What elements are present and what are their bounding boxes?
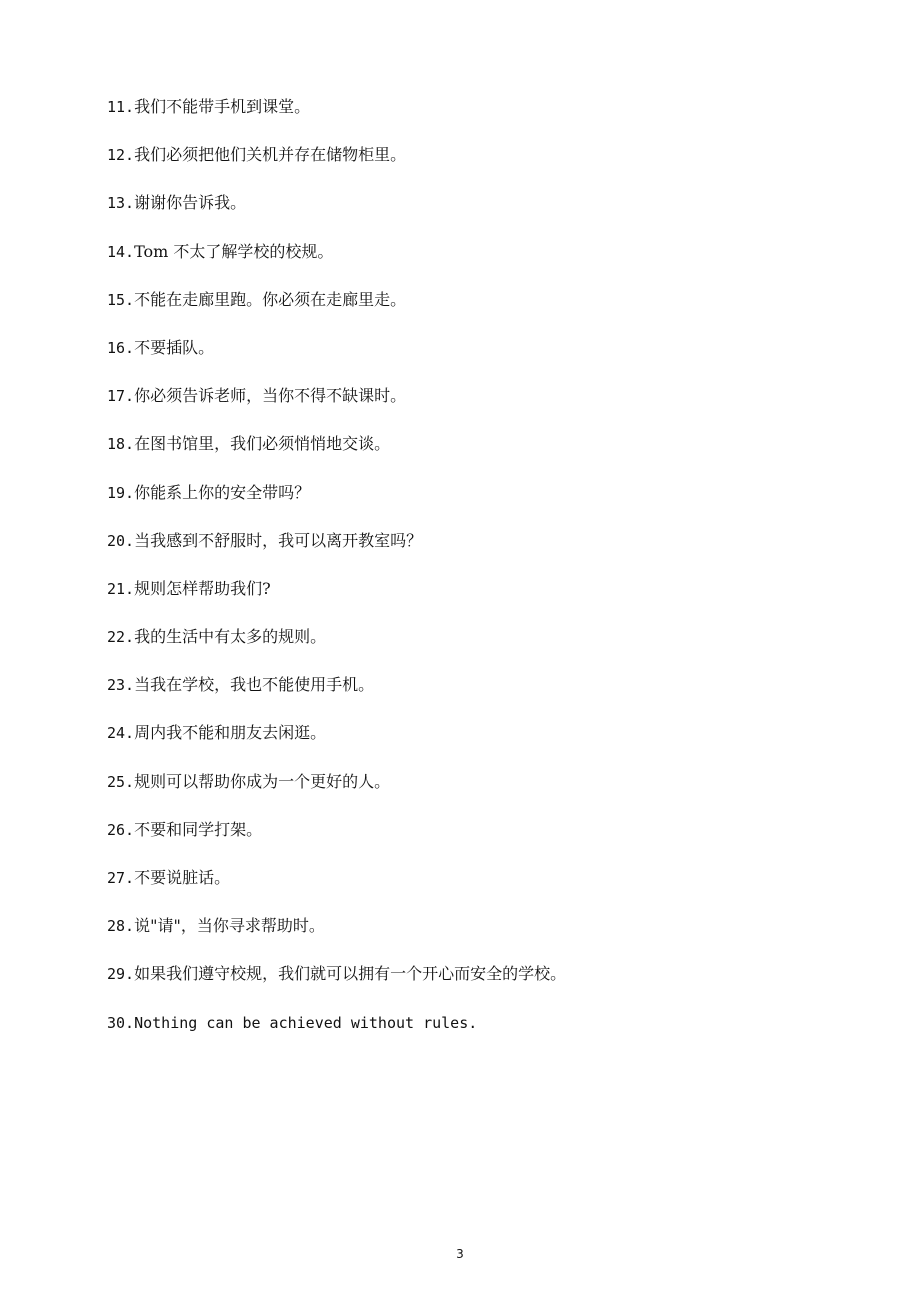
item-text: 规则可以帮助你成为一个更好的人。 [134, 771, 391, 791]
list-item [107, 915, 566, 963]
item-text: 规则怎样帮助我们? [134, 578, 271, 598]
item-text: Nothing can be achieved without rules. [134, 1013, 478, 1032]
list-item [107, 96, 566, 144]
item-number: 26. [107, 820, 135, 839]
item-text: 你能系上你的安全带吗？ [134, 482, 311, 502]
sentence-list [107, 96, 566, 1060]
item-text: 周内我不能和朋友去闲逛。 [134, 723, 327, 743]
item-text: 我的生活中有太多的规则。 [134, 627, 327, 647]
item-number: 15. [107, 290, 135, 309]
item-number: 25. [107, 772, 135, 791]
item-number: 13. [107, 194, 135, 213]
list-item [107, 626, 566, 674]
item-number: 16. [107, 338, 135, 357]
item-text: 不要插队。 [134, 337, 215, 357]
item-text: 你必须告诉老师，当你不得不缺课时。 [134, 386, 407, 406]
item-text: 当我在学校，我也不能使用手机。 [134, 675, 375, 695]
item-text: 不能在走廊里跑。你必须在走廊里走。 [134, 289, 407, 309]
item-number: 14. [107, 242, 135, 261]
item-text: 说"请"，当你寻求帮助时。 [134, 916, 325, 936]
item-number: 17. [107, 387, 135, 406]
list-item [107, 144, 566, 192]
item-number: 22. [107, 628, 135, 647]
list-item [107, 819, 566, 867]
list-item [107, 578, 566, 626]
item-number: 29. [107, 965, 135, 984]
item-number: 28. [107, 917, 135, 936]
item-number: 12. [107, 146, 135, 165]
list-item [107, 1012, 566, 1060]
item-text: Tom 不太了解学校的校规。 [134, 241, 334, 261]
list-item [107, 674, 566, 722]
item-text: 不要和同学打架。 [134, 819, 263, 839]
item-number: 19. [107, 483, 135, 502]
list-item [107, 530, 566, 578]
list-item [107, 289, 566, 337]
list-item [107, 433, 566, 481]
list-item [107, 241, 566, 289]
list-item [107, 722, 566, 770]
item-number: 24. [107, 724, 135, 743]
list-item [107, 867, 566, 915]
list-item [107, 771, 566, 819]
list-item [107, 337, 566, 385]
item-number: 30. [107, 1013, 135, 1032]
page-number: 3 [456, 1247, 464, 1261]
list-item [107, 385, 566, 433]
list-item [107, 192, 566, 240]
item-text: 如果我们遵守校规，我们就可以拥有一个开心而安全的学校。 [134, 964, 567, 984]
item-number: 11. [107, 98, 135, 116]
item-number: 23. [107, 676, 135, 695]
item-number: 20. [107, 531, 135, 550]
item-text: 谢谢你告诉我。 [134, 193, 247, 213]
item-number: 18. [107, 435, 135, 454]
item-text: 我们必须把他们关机并存在储物柜里。 [134, 145, 407, 165]
item-text: 我们不能带手机到课堂。 [134, 97, 311, 116]
item-text: 当我感到不舒服时，我可以离开教室吗？ [134, 530, 423, 550]
item-number: 21. [107, 579, 135, 598]
item-text: 不要说脏话。 [134, 868, 231, 887]
item-number: 27. [107, 869, 135, 887]
list-item [107, 482, 566, 530]
list-item [107, 963, 566, 1011]
item-text: 在图书馆里，我们必须悄悄地交谈。 [134, 434, 391, 454]
